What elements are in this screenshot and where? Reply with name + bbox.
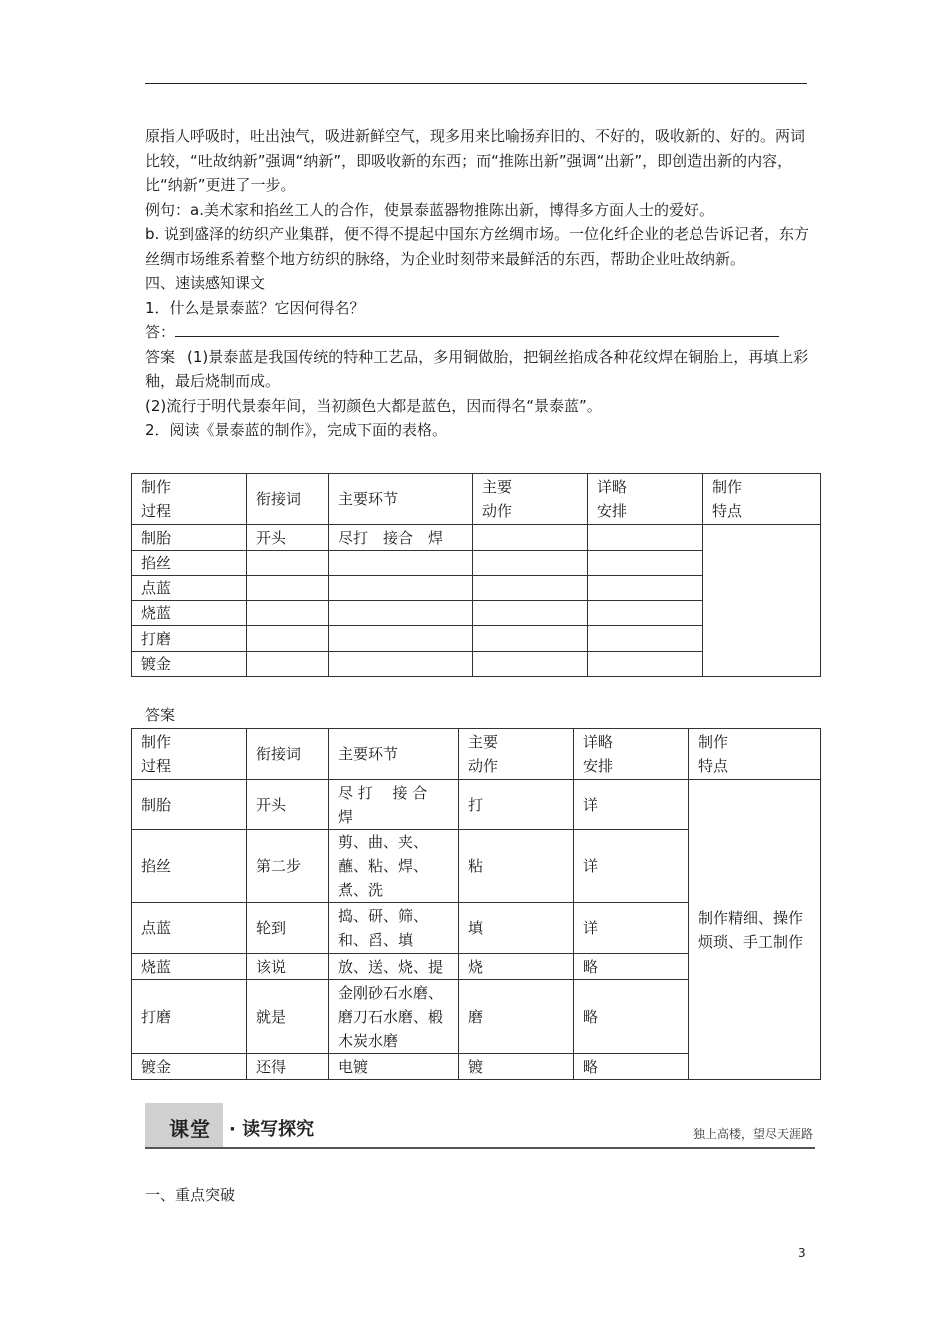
- table-cell: 点蓝: [132, 576, 247, 601]
- table-cell: 详: [574, 903, 689, 954]
- feature-cell: [703, 525, 821, 677]
- table-cell: [329, 626, 473, 652]
- table-cell: 轮到: [247, 903, 329, 954]
- table-cell: 点蓝: [132, 903, 247, 954]
- paragraph-definition: 原指人呼吸时，吐出浊气，吸进新鲜空气，现多用来比喻扬弃旧的、不好的，吸收新的、好的。两词比较，“吐故纳新”强调“纳新”，即吸收新的东西；而“推陈出新”强调“出新”，即创造出新的内容，比“纳新”更进了一步。: [145, 127, 806, 194]
- page-number: 3: [798, 1246, 806, 1260]
- answer-1: [145, 345, 815, 394]
- table-cell: [329, 601, 473, 626]
- table-header-cell: 详略 安排: [588, 474, 703, 525]
- table-cell: [329, 652, 473, 677]
- table-cell: 掐丝: [132, 551, 247, 576]
- header-rule: [145, 83, 807, 84]
- table-cell: 该说: [247, 954, 329, 980]
- question-1: 1．什么是景泰蓝？它因何得名？: [145, 298, 365, 317]
- table-cell: [588, 652, 703, 677]
- table-header-cell: 主要环节: [329, 729, 459, 780]
- table-cell: [473, 652, 588, 677]
- answer-blank-label: 答：: [145, 323, 176, 341]
- table-header-cell: 主要 动作: [473, 474, 588, 525]
- table-header-cell: 详略 安排: [574, 729, 689, 780]
- section-banner: [145, 1103, 815, 1149]
- table-cell: 磨: [459, 980, 574, 1054]
- table-cell: [473, 576, 588, 601]
- table-cell: 镀金: [132, 652, 247, 677]
- table-header-cell: 制作 过程: [132, 474, 247, 525]
- table-cell: 开头: [247, 525, 329, 551]
- table-header-cell: 制作 特点: [689, 729, 821, 780]
- table-cell: [473, 525, 588, 551]
- table-cell: 第二步: [247, 830, 329, 903]
- answer-blank: [175, 322, 779, 337]
- table-cell: [247, 652, 329, 677]
- table-cell: 制胎: [132, 780, 247, 830]
- answer-1-label: 答案: [145, 347, 176, 366]
- table-cell: 略: [574, 980, 689, 1054]
- table-cell: 打磨: [132, 980, 247, 1054]
- table-cell: [588, 551, 703, 576]
- table-cell: [247, 626, 329, 652]
- paragraph-example-b: b. 说到盛泽的纺织产业集群，便不得不提起中国东方丝绸市场。一位化纤企业的老总告诉记者，东方丝绸市场维系着整个地方纺织的脉络，为企业时刻带来最鲜活的东西，帮助企业吐故纳新。: [145, 225, 810, 268]
- table-cell: 略: [574, 1054, 689, 1080]
- table-cell: [329, 576, 473, 601]
- table-header-cell: 衔接词: [247, 474, 329, 525]
- table-cell: 打磨: [132, 626, 247, 652]
- table-cell: 制胎: [132, 525, 247, 551]
- table-cell: [247, 551, 329, 576]
- table-cell: 捣、研、筛、和、舀、填: [329, 903, 459, 954]
- table-header-row: [132, 729, 821, 780]
- table-header-row: [132, 474, 821, 525]
- banner-rule: [145, 1147, 815, 1149]
- table-cell: 剪、曲、夹、蘸、粘、焊、煮、洗: [329, 830, 459, 903]
- table-cell: 就是: [247, 980, 329, 1054]
- table-cell: 详: [574, 780, 689, 830]
- table-cell: 放、送、烧、提: [329, 954, 459, 980]
- table-cell: 打: [459, 780, 574, 830]
- answer-1-text: (1)景泰蓝是我国传统的特种工艺品，多用铜做胎，把铜丝掐成各种花纹焊在铜胎上，再填上彩釉，最后烧制而成。: [145, 347, 809, 390]
- table-cell: [588, 626, 703, 652]
- table-cell: 详: [574, 830, 689, 903]
- table-header-cell: 制作 特点: [703, 474, 821, 525]
- table-row: [132, 525, 821, 551]
- banner-ke: 课堂: [169, 1117, 211, 1141]
- table-cell: [588, 601, 703, 626]
- table-cell: 电镀: [329, 1054, 459, 1080]
- banner-slogan: 独上高楼，望尽天涯路: [692, 1127, 813, 1141]
- table-header-cell: 衔接词: [247, 729, 329, 780]
- feature-cell: 制作精细、操作烦琐、手工制作: [689, 780, 821, 1080]
- table-cell: [247, 576, 329, 601]
- section-title: 一、重点突破: [145, 1186, 236, 1204]
- paragraph-example-a: 例句：a.美术家和掐丝工人的合作，使景泰蓝器物推陈出新，博得多方面人士的爱好。: [145, 200, 714, 219]
- table-cell: 尽 打 接 合 焊: [329, 780, 459, 830]
- table-cell: 烧蓝: [132, 601, 247, 626]
- table-cell: 还得: [247, 1054, 329, 1080]
- table-header-cell: 制作 过程: [132, 729, 247, 780]
- table-cell: 镀: [459, 1054, 574, 1080]
- answer-blank-line: [145, 320, 815, 345]
- table-cell: 掐丝: [132, 830, 247, 903]
- table-cell: 开头: [247, 780, 329, 830]
- banner-title: · 读写探究: [229, 1119, 315, 1140]
- table-cell: [473, 626, 588, 652]
- table-cell: 烧: [459, 954, 574, 980]
- body-text: [145, 124, 815, 443]
- answer-label: 答案: [145, 706, 176, 724]
- table-header-cell: 主要 动作: [459, 729, 574, 780]
- answer-table: [131, 728, 821, 1080]
- table-cell: 粘: [459, 830, 574, 903]
- table-cell: 尽打 接合 焊: [329, 525, 473, 551]
- table-cell: [473, 551, 588, 576]
- answer-2: (2)流行于明代景泰年间，当初颜色大都是蓝色，因而得名“景泰蓝”。: [145, 396, 602, 415]
- table-cell: [588, 576, 703, 601]
- blank-table: [131, 473, 821, 677]
- table-row: [132, 780, 821, 830]
- table-cell: 略: [574, 954, 689, 980]
- table-cell: [473, 601, 588, 626]
- table-cell: [588, 525, 703, 551]
- question-2: 2．阅读《景泰蓝的制作》，完成下面的表格。: [145, 421, 448, 439]
- section-heading-speed-read: 四、速读感知课文: [145, 274, 266, 292]
- table-cell: [329, 551, 473, 576]
- table-cell: 金刚砂石水磨、磨刀石水磨、椴木炭水磨: [329, 980, 459, 1054]
- table-cell: [247, 601, 329, 626]
- table-cell: 填: [459, 903, 574, 954]
- table-cell: 镀金: [132, 1054, 247, 1080]
- table-cell: 烧蓝: [132, 954, 247, 980]
- table-header-cell: 主要环节: [329, 474, 473, 525]
